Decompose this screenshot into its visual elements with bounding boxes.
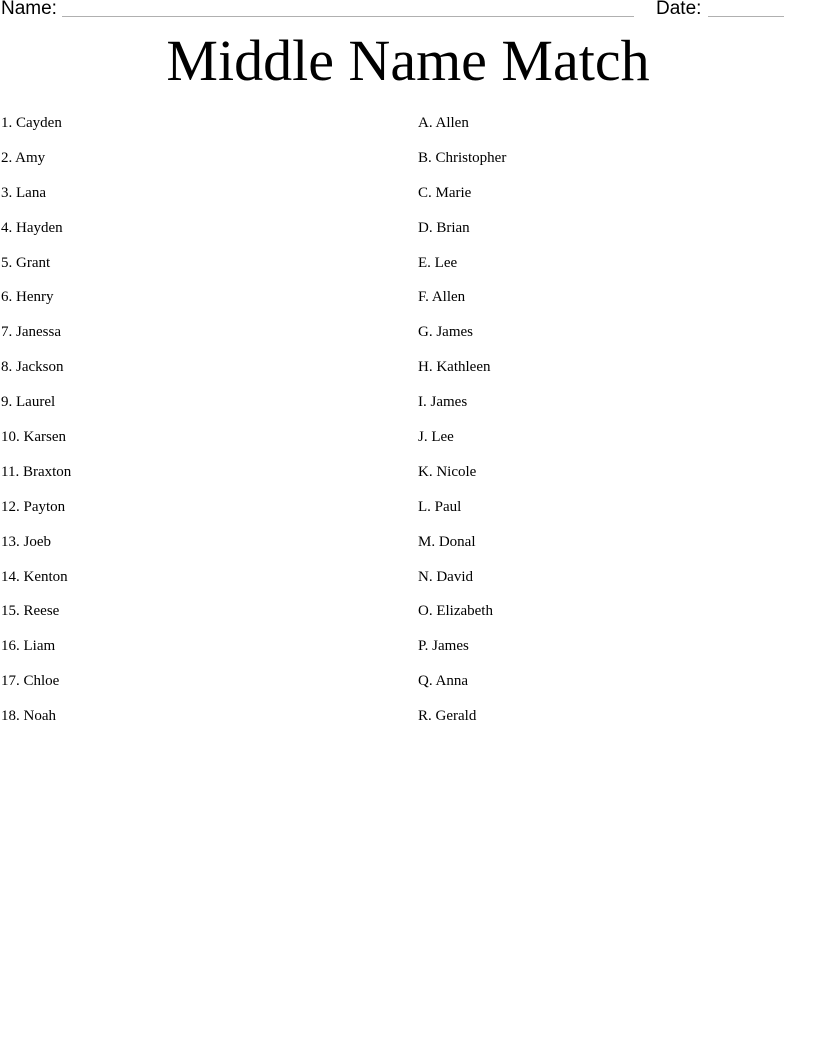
name-item: 7. Janessa	[1, 324, 61, 341]
name-item: 14. Kenton	[1, 568, 68, 585]
middle-name-item: C. Marie	[418, 184, 472, 201]
name-item: 12. Payton	[1, 498, 66, 515]
worksheet-header	[0, 0, 816, 24]
middle-name-item: J. Lee	[418, 429, 454, 446]
middle-name-item: B. Christopher	[418, 149, 507, 166]
middle-name-item: F. Allen	[418, 289, 466, 306]
name-item: 18. Noah	[1, 708, 56, 725]
middle-name-item: K. Nicole	[418, 463, 477, 480]
middle-name-item: Q. Anna	[418, 673, 468, 690]
middle-name-item: R. Gerald	[418, 708, 477, 725]
name-item: 3. Lana	[1, 184, 46, 201]
name-blank-line[interactable]	[62, 16, 634, 17]
middle-name-item: O. Elizabeth	[418, 603, 493, 620]
middle-name-item: M. Donal	[418, 533, 476, 550]
middle-name-item: L. Paul	[418, 498, 462, 515]
name-item: 2. Amy	[1, 149, 46, 166]
middle-name-item: N. David	[418, 568, 473, 585]
middle-name-item: G. James	[418, 324, 473, 341]
name-item: 6. Henry	[1, 289, 54, 306]
names-list	[1, 113, 381, 741]
name-item: 8. Jackson	[1, 359, 64, 376]
name-item: 16. Liam	[1, 638, 56, 655]
name-item: 15. Reese	[1, 603, 60, 620]
middle-name-item: D. Brian	[418, 219, 470, 236]
name-item: 5. Grant	[1, 254, 51, 271]
middle-name-item: E. Lee	[418, 254, 458, 271]
worksheet-title: Middle Name Match	[166, 28, 650, 93]
name-item: 1. Cayden	[1, 115, 62, 131]
name-item: 4. Hayden	[1, 219, 63, 236]
name-item: 9. Laurel	[1, 394, 56, 411]
name-label: Name:	[1, 0, 57, 19]
name-item: 10. Karsen	[1, 429, 66, 446]
middle-name-item: I. James	[418, 394, 468, 411]
name-item: 17. Chloe	[1, 673, 60, 690]
middle-names-list	[418, 113, 798, 741]
date-label: Date:	[656, 0, 702, 19]
name-item: 13. Joeb	[1, 533, 51, 550]
middle-name-item: H. Kathleen	[418, 359, 491, 376]
middle-name-item: P. James	[418, 638, 469, 655]
middle-name-item: A. Allen	[418, 115, 469, 131]
date-blank-line[interactable]	[708, 16, 784, 17]
name-item: 11. Braxton	[1, 463, 72, 480]
